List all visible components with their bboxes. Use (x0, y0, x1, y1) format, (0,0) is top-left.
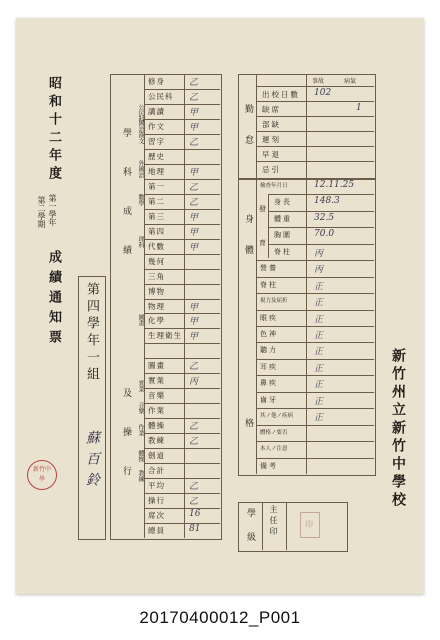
teacher-seal (300, 512, 320, 538)
subject-name: 平均 (148, 481, 165, 491)
subject-name: 作業 (148, 406, 165, 416)
subject-name: 劍道 (148, 451, 165, 461)
physical-label: 聽力 (260, 346, 278, 355)
subject-name: 化學 (148, 316, 165, 326)
physical-value: 正 (314, 331, 324, 341)
subject-grade: 乙 (189, 197, 199, 208)
subject-name: 生理衛生 (148, 331, 182, 341)
subject-group-label: 公民科 (137, 104, 144, 122)
physical-label: 體重 (274, 214, 292, 223)
subject-grade: 甲 (189, 317, 199, 328)
physical-label: 視力及屈折 (260, 298, 288, 305)
subject-name: 講讀 (148, 106, 165, 116)
physical-label: 齒牙 (260, 395, 278, 404)
physical-label: 耳疾 (260, 362, 278, 371)
seal-label-class-2: 級 (245, 532, 255, 541)
physical-value: 正 (314, 298, 324, 309)
student-grade-class: 第四學年一組 (84, 282, 99, 384)
subject-grade: 乙 (189, 497, 199, 508)
physical-label: 本人ノ注意 (260, 446, 288, 453)
subject-name: 第一 (148, 181, 165, 191)
growth-label: 發 (259, 205, 266, 213)
subject-grade: 乙 (189, 182, 199, 193)
attendance-label: 出校日數 (262, 90, 300, 99)
subject-name: 圖畫 (148, 361, 165, 371)
subject-grade: 甲 (189, 227, 199, 238)
physical-value: 正 (314, 380, 324, 391)
seal-label-homeroom: 主任印 (269, 505, 278, 538)
subject-grade: 乙 (189, 78, 199, 88)
attendance-label: 忌引 (262, 165, 281, 174)
subject-grade: 甲 (189, 302, 199, 313)
subject-name: 公民科 (148, 91, 174, 101)
archive-caption: 20170400012_P001 (139, 608, 301, 627)
subject-category-label: 學科成績 (121, 128, 131, 284)
attendance-label: 早退 (262, 150, 281, 159)
physical-label: 胸圍 (274, 231, 292, 240)
school-stamp (27, 460, 57, 490)
subject-name: 第四 (148, 226, 165, 236)
subject-name: 修身 (148, 77, 165, 86)
physical-label: 體格ノ要否 (260, 429, 288, 436)
physical-value: 正 (314, 281, 324, 292)
subject-group-label: 圖畫 (137, 314, 144, 326)
seal-text: 印 (305, 520, 313, 529)
subject-name: 幾何 (148, 256, 165, 266)
attendance-side-label: 勤怠 (243, 104, 253, 166)
student-name: 蘇百鈴 (84, 430, 100, 493)
subject-grade: 甲 (189, 122, 199, 133)
physical-label: 脊柱 (274, 247, 292, 256)
subject-grade: 乙 (189, 137, 199, 148)
year-heading: 昭和十二年度 (46, 76, 61, 184)
growth-label-2: 育 (259, 239, 266, 247)
subject-name: 三角 (148, 271, 165, 281)
physical-side-label: 身體 (243, 214, 253, 276)
school-name: 新竹州立新竹中學校 (390, 348, 406, 510)
subject-grade: 甲 (189, 332, 199, 343)
subject-group-label: 實業 (137, 380, 144, 392)
physical-label: 脊柱 (260, 280, 278, 289)
attendance-label: 遲刻 (262, 135, 281, 144)
physical-label: 眼疾 (260, 313, 278, 322)
subject-grade: 16 (189, 509, 201, 520)
stamp-text: 新竹中學 (32, 466, 51, 483)
physical-value: 70.0 (314, 229, 335, 240)
physical-table (238, 178, 376, 476)
subject-name: 物理 (148, 301, 165, 311)
attendance-table (238, 74, 376, 180)
subject-group-label: 國語漢文 (137, 120, 144, 144)
subject-grade: 81 (189, 524, 201, 535)
physical-label: 營養 (260, 264, 278, 273)
attendance-col-header-1: 事故 (312, 78, 325, 85)
physical-side-label-2: 格 (243, 418, 253, 427)
subject-group-label: 體操 (137, 450, 144, 462)
physical-label: 備考 (260, 461, 278, 470)
subject-grade: 乙 (189, 437, 199, 448)
physical-value: 32.5 (314, 212, 335, 223)
subject-name: 音樂 (148, 391, 165, 401)
physical-value: 正 (314, 413, 324, 424)
physical-value: 148.3 (314, 196, 340, 207)
subject-name: 操行 (148, 496, 165, 506)
subject-category-label-2: 及操行 (121, 388, 131, 505)
attendance-value: 1 (356, 103, 362, 113)
subject-name: 席次 (148, 511, 165, 521)
subject-group-label: 音樂 (137, 402, 144, 414)
attendance-label: 部缺 (262, 120, 281, 129)
physical-value: 丙 (314, 248, 324, 259)
physical-value: 正 (314, 396, 324, 407)
physical-label: 其ノ他ノ疾病 (260, 413, 294, 420)
physical-value: 丙 (314, 265, 324, 276)
subject-name: 作文 (148, 121, 165, 131)
attendance-label: 缺席 (262, 105, 281, 114)
subject-name: 博物 (148, 286, 165, 296)
physical-value: 正 (314, 314, 324, 325)
physical-value: 12.11.25 (314, 180, 355, 190)
subject-group-label: 數學 (137, 194, 144, 206)
physical-value: 正 (314, 347, 324, 358)
subject-name: 第二 (148, 196, 165, 206)
subject-name: 體操 (148, 421, 165, 431)
physical-label: 身長 (274, 198, 292, 207)
physical-label: 檢查年月日 (260, 183, 288, 189)
attendance-value: 102 (314, 88, 332, 98)
subject-name: 總員 (148, 526, 165, 536)
subject-grade: 乙 (189, 92, 199, 103)
physical-value: 正 (314, 363, 324, 374)
physical-label: 鼻疾 (260, 379, 278, 388)
subject-name: 代數 (148, 241, 165, 251)
subject-name: 第三 (148, 211, 165, 221)
subject-grade: 乙 (189, 482, 199, 493)
document-title: 成績通知票 (46, 250, 61, 350)
subject-group-label: 作業 (137, 424, 144, 436)
term-label: 第二學期 (37, 196, 46, 228)
subject-group-label: 教練 (137, 470, 144, 482)
subject-grade: 丙 (189, 377, 199, 388)
subject-name: 實業 (148, 376, 165, 386)
attendance-col-header-2: 病氣 (344, 78, 357, 85)
subject-grade: 甲 (189, 167, 199, 178)
subject-grade: 乙 (189, 422, 199, 433)
subject-name: 地理 (148, 166, 165, 176)
subject-group-label: 理科 (137, 236, 144, 248)
subject-name: 合計 (148, 466, 165, 476)
subject-name: 習字 (148, 136, 165, 146)
subject-group-label: 外國語 (137, 160, 144, 178)
school-year-label: 第一學年 (48, 194, 57, 226)
seal-label-class: 學 (245, 508, 255, 517)
physical-label: 色神 (260, 330, 278, 338)
subject-name: 教練 (148, 436, 165, 446)
report-card-paper (16, 18, 424, 594)
subject-grade: 甲 (189, 212, 199, 223)
subject-grade: 甲 (189, 107, 199, 118)
subject-grade: 甲 (189, 242, 199, 253)
subject-name: 歷史 (148, 151, 165, 161)
subject-grade: 乙 (189, 362, 199, 373)
